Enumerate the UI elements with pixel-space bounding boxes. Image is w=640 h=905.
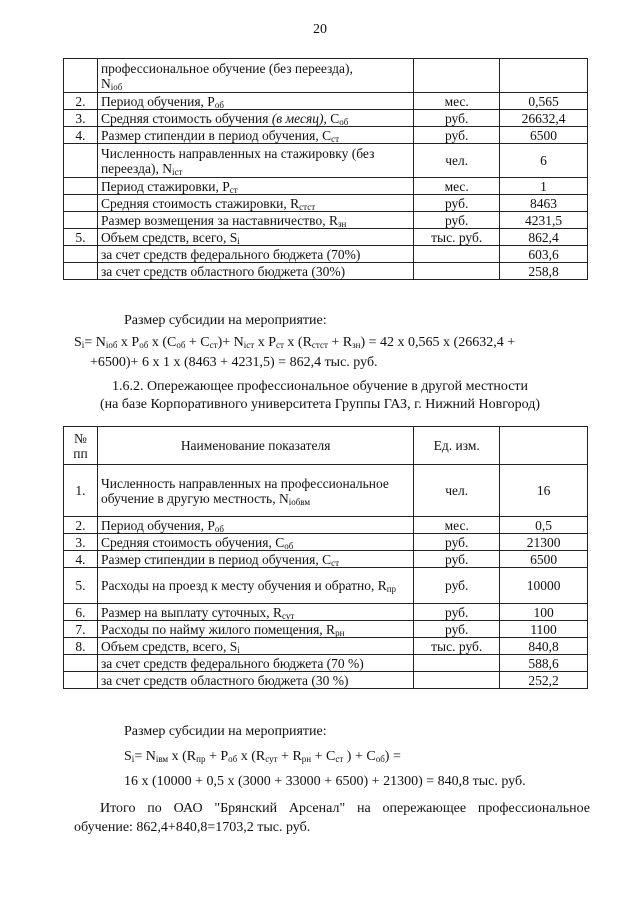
row-value: 0,565: [500, 93, 588, 110]
table-row: [64, 551, 588, 568]
row-value: 840,8: [500, 638, 588, 655]
row-value: 603,6: [500, 246, 588, 263]
row-value: 258,8: [500, 263, 588, 280]
row-number: 6.: [64, 604, 98, 621]
row-unit: [414, 59, 500, 93]
formula-1-line-2: +6500)+ 6 x 1 x (8463 + 4231,5) = 862,4 тыс. руб.: [90, 355, 378, 370]
row-number: 3.: [64, 534, 98, 551]
row-name: за счет средств федерального бюджета (70%): [97, 246, 413, 263]
table-row: [64, 517, 588, 534]
table-row: [64, 246, 588, 263]
row-value: 6500: [500, 127, 588, 144]
table-row: [64, 655, 588, 672]
table-row: [64, 568, 588, 604]
row-name: Объем средств, всего, $S_i$: [97, 229, 413, 246]
row-value: [500, 59, 588, 93]
total-text-line-1: Итого по ОАО "Брянский Арсенал" на опережающее профессиональное: [100, 801, 590, 816]
row-name: Численность направленных на профессиональное обучение в другую местность, $N_{iобвм}$: [97, 465, 413, 517]
row-number: 4.: [64, 551, 98, 568]
row-unit: чел.: [414, 144, 500, 178]
row-value: 100: [500, 604, 588, 621]
row-value: 6: [500, 144, 588, 178]
row-unit: руб.: [414, 195, 500, 212]
row-name: Средняя стоимость стажировки, $R_{стст}$: [97, 195, 413, 212]
table-2: [63, 426, 588, 689]
row-name: Размер возмещения за наставничество, $R_{зн}$: [97, 212, 413, 229]
row-number: [64, 212, 98, 229]
table-row: [64, 534, 588, 551]
row-name: Численность направленных на стажировку (без переезда), $N_{iст}$: [97, 144, 413, 178]
row-number: 2.: [64, 93, 98, 110]
table-row: [64, 127, 588, 144]
column-header-unit: Ед. изм.: [414, 427, 500, 465]
row-number: 4.: [64, 127, 98, 144]
formula-2: $S_i= N_{iвм}$ x ($R_{пр} + P_{об}$ x ($R_{сут} + R_{рн} + C_{ст}$ ) + $C_{об}$) =: [124, 749, 401, 764]
row-number: [64, 195, 98, 212]
table-row: [64, 672, 588, 689]
row-unit: чел.: [414, 465, 500, 517]
page-number: 20: [313, 22, 327, 37]
table-row: [64, 638, 588, 655]
total-text-line-2: обучение: 862,4+840,8=1703,2 тыс. руб.: [74, 820, 311, 835]
row-number: [64, 672, 98, 689]
section-title: 1.6.2. Опережающее профессиональное обучение в другой местности: [111, 379, 529, 394]
row-unit: тыс. руб.: [414, 638, 500, 655]
section-subtitle: (на базе Корпоративного университета Группы ГАЗ, г. Нижний Новгород): [100, 397, 540, 412]
table-1: [63, 58, 588, 280]
row-value: 4231,5: [500, 212, 588, 229]
column-header-number: № пп: [64, 427, 98, 465]
row-value: 1: [500, 178, 588, 195]
table-row: [64, 93, 588, 110]
row-value: 21300: [500, 534, 588, 551]
row-number: [64, 59, 98, 93]
row-number: [64, 246, 98, 263]
row-name: Расходы по найму жилого помещения, $R_{рн}$: [97, 621, 413, 638]
row-number: [64, 178, 98, 195]
row-name: Средняя стоимость обучения, $C_{об}$: [97, 534, 413, 551]
row-value: 862,4: [500, 229, 588, 246]
row-unit: [414, 672, 500, 689]
row-name: Период стажировки, $P_{ст}$: [97, 178, 413, 195]
row-number: [64, 144, 98, 178]
row-unit: руб.: [414, 127, 500, 144]
row-unit: руб.: [414, 551, 500, 568]
row-value: 10000: [500, 568, 588, 604]
row-name: Объем средств, всего, $S_i$: [97, 638, 413, 655]
row-value: 0,5: [500, 517, 588, 534]
row-unit: [414, 263, 500, 280]
subsidy-label-2: Размер субсидии на мероприятие:: [124, 724, 327, 739]
row-value: 8463: [500, 195, 588, 212]
row-value: 16: [500, 465, 588, 517]
row-unit: руб.: [414, 212, 500, 229]
row-value: 588,6: [500, 655, 588, 672]
row-number: [64, 263, 98, 280]
row-number: 2.: [64, 517, 98, 534]
row-name: профессиональное обучение (без переезда), $N_{iоб}$: [97, 59, 413, 93]
row-number: 3.: [64, 110, 98, 127]
table-header-row: [64, 427, 588, 465]
row-unit: [414, 655, 500, 672]
formula-1: $S_i= N_{iоб}$ x $P_{об}$ x $(C_{об} + C_{ст})+ N_{iст}$ x $P_{ст}$ x $(R_{стст} + R_{зн}) = 42$ x 0,565 x (26632,4 +: [74, 335, 516, 350]
table-row: [64, 195, 588, 212]
row-unit: руб.: [414, 110, 500, 127]
table-row: [64, 263, 588, 280]
row-number: 5.: [64, 229, 98, 246]
row-name: Размер на выплату суточных, $R_{сут}$: [97, 604, 413, 621]
row-name: за счет средств областного бюджета (30 %): [97, 672, 413, 689]
table-row: [64, 621, 588, 638]
row-value: 26632,4: [500, 110, 588, 127]
table-row: [64, 59, 588, 93]
row-unit: мес.: [414, 178, 500, 195]
row-unit: руб.: [414, 534, 500, 551]
row-unit: руб.: [414, 568, 500, 604]
row-name: Период обучения, $P_{об}$: [97, 93, 413, 110]
row-name: Размер стипендии в период обучения, $C_{ст}$: [97, 127, 413, 144]
row-number: 1.: [64, 465, 98, 517]
row-number: [64, 655, 98, 672]
row-value: 1100: [500, 621, 588, 638]
formula-2-line-2: 16 x (10000 + 0,5 x (3000 + 33000 + 6500) + 21300) = 840,8 тыс. руб.: [124, 774, 526, 789]
row-number: 5.: [64, 568, 98, 604]
row-value: 6500: [500, 551, 588, 568]
table-row: [64, 110, 588, 127]
table-row: [64, 465, 588, 517]
table-row: [64, 178, 588, 195]
row-number: 8.: [64, 638, 98, 655]
table-row: [64, 604, 588, 621]
row-name: Размер стипендии в период обучения, $C_{ст}$: [97, 551, 413, 568]
row-name: Расходы на проезд к месту обучения и обратно, $R_{пр}$: [97, 568, 413, 604]
table-row: [64, 212, 588, 229]
row-name: за счет средств областного бюджета (30%): [97, 263, 413, 280]
subsidy-label-1: Размер субсидии на мероприятие:: [124, 313, 327, 328]
table-row: [64, 229, 588, 246]
row-name: за счет средств федерального бюджета (70 %): [97, 655, 413, 672]
row-number: 7.: [64, 621, 98, 638]
column-header-value: [500, 427, 588, 465]
row-unit: мес.: [414, 93, 500, 110]
row-unit: [414, 246, 500, 263]
row-unit: руб.: [414, 604, 500, 621]
row-unit: тыс. руб.: [414, 229, 500, 246]
table-row: [64, 144, 588, 178]
row-unit: мес.: [414, 517, 500, 534]
row-name: Период обучения, $P_{об}$: [97, 517, 413, 534]
row-value: 252,2: [500, 672, 588, 689]
column-header-name: Наименование показателя: [97, 427, 413, 465]
row-unit: руб.: [414, 621, 500, 638]
row-name: Средняя стоимость обучения (в месяц), $C_{об}$: [97, 110, 413, 127]
